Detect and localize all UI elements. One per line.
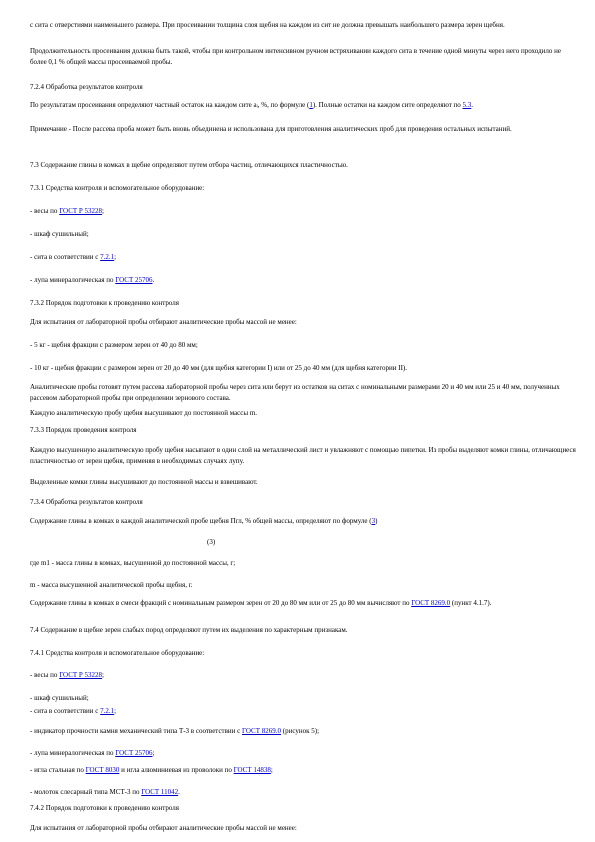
text-run: - индикатор прочности камня механический типа Т-3 в соответствии с	[30, 727, 243, 735]
text-run: - шкаф сушильный;	[30, 694, 89, 702]
reference-link[interactable]: 5.3	[462, 101, 472, 109]
paragraph	[30, 598, 578, 609]
text-run: Продолжительность просеивания должна быть такой, чтобы при контрольном интенсивном ручном встряхивании каждого сита в течение одной минуты через него проходило не более 0,1 % общей массы просеиваемой пробы.	[30, 47, 561, 66]
text-run: - лупа минералогическая по	[30, 749, 116, 757]
reference-link[interactable]: ГОСТ 8269.0	[411, 599, 451, 607]
text-run: - 5 кг - щебня фракции с размером зерен от 40 до 80 мм;	[30, 341, 198, 349]
section-heading	[30, 497, 578, 508]
paragraph	[30, 693, 578, 704]
section-heading	[30, 82, 578, 93]
text-run: 7.2.4 Обработка результатов контроля	[30, 83, 143, 91]
text-run: 7.4 Содержание в щебне зерен слабых пород определяют путем их выделения по характерным признакам.	[30, 626, 348, 634]
paragraph	[30, 382, 578, 403]
paragraph	[30, 124, 578, 135]
text-run: - игла стальная по	[30, 766, 86, 774]
paragraph	[30, 748, 578, 759]
text-run: ;	[270, 766, 273, 774]
text-run: - 10 кг - щебня фракции с размером зерен от 20 до 40 мм (для щебня категории I) или от 25 до 40 мм (для щебня категории II).	[30, 364, 408, 372]
paragraph	[30, 229, 578, 240]
paragraph	[30, 275, 578, 286]
text-run: Аналитические пробы готовят путем рассева лабораторной пробы через сита или берут из остатков на ситах с номинальными размерами 20 и 40 мм или 25 и 40 мм, полученных рассевом лабораторной пробы при определении зернового состава.	[30, 383, 560, 402]
text-run: ). Полные остатки на каждом сите определяют по	[312, 101, 463, 109]
paragraph	[30, 765, 578, 776]
paragraph	[30, 445, 578, 466]
paragraph	[30, 340, 578, 351]
reference-link[interactable]: ГОСТ Р 53228	[59, 671, 103, 679]
reference-link[interactable]: 1	[309, 101, 313, 109]
text-run: 7.4.2 Порядок подготовки к проведению контроля	[30, 804, 179, 812]
paragraph	[30, 206, 578, 217]
text-run: (рисунок 5);	[281, 727, 320, 735]
reference-link[interactable]: ГОСТ 25706	[115, 276, 153, 284]
section-heading	[30, 803, 578, 814]
text-run: (пункт 4.1.7).	[450, 599, 492, 607]
text-run: - весы по	[30, 207, 60, 215]
paragraph	[30, 46, 578, 67]
text-run: 7.3.3 Порядок проведения контроля	[30, 426, 137, 434]
section-heading	[30, 425, 578, 436]
paragraph	[30, 670, 578, 681]
text-run: 7.3 Содержание глины в комках в щебне определяют путем отбора частиц, отличающихся пластичностью.	[30, 161, 348, 169]
text-run: Содержание глины в комках в смеси фракций с номинальным размером зерен от 20 до 80 мм или от 25 до 80 мм вычисляют по	[30, 599, 412, 607]
text-run: и игла алюминиевая из проволоки по	[119, 766, 234, 774]
paragraph	[30, 823, 578, 834]
reference-link[interactable]: ГОСТ 11042	[141, 788, 179, 796]
paragraph	[30, 160, 578, 171]
text-run: ;	[152, 749, 155, 757]
text-run: - шкаф сушильный;	[30, 230, 89, 238]
text-run: Каждую высушенную аналитическую пробу щебня насыпают в один слой на металлический лист и увлажняют с помощью пипетки. Из пробы выделяют комки глины, отличающиеся пластичностью от зерен щебня, применяя в необходимых случаях лупу.	[30, 446, 576, 465]
paragraph	[30, 183, 578, 194]
reference-link[interactable]: ГОСТ Р 53228	[59, 207, 103, 215]
reference-link[interactable]: ГОСТ 8269.0	[242, 727, 281, 735]
text-run: - сита в соответствии с	[30, 707, 101, 715]
formula-number	[30, 537, 595, 548]
text-run: 7.3.4 Обработка результатов контроля	[30, 498, 143, 506]
text-run: Содержание глины в комках в каждой аналитической пробе щебня Пгл, % общей массы, определяют по формуле (	[30, 517, 372, 525]
reference-link[interactable]: 7.2.1	[100, 253, 115, 261]
text-run: - весы по	[30, 671, 60, 679]
paragraph	[30, 787, 578, 798]
paragraph	[30, 625, 578, 636]
text-run: ;	[102, 207, 104, 215]
reference-link[interactable]: 3	[371, 517, 376, 525]
paragraph	[30, 20, 578, 31]
text-run: .	[178, 788, 180, 796]
text-run: Выделенные комки глины высушивают до постоянной массы и взвешивают.	[30, 478, 258, 486]
reference-link[interactable]: ГОСТ 14838	[233, 766, 271, 774]
text-run: ;	[102, 671, 104, 679]
text-run: - лупа минералогическая по	[30, 276, 116, 284]
reference-link[interactable]: 7.2.1	[100, 707, 115, 715]
text-run: .	[152, 276, 155, 284]
text-run: Примечание - После рассева проба может быть вновь объединена и использована для приготовления аналитических проб для проведения остальных испытаний.	[30, 125, 512, 133]
reference-link[interactable]: ГОСТ 8030	[85, 766, 120, 774]
paragraph	[30, 558, 578, 569]
text-run: с сита с отверстиями наименьшего размера. При просеивании толщина слоя щебня на каждом из сит не должна превышать наибольшего размера зерен щебня.	[30, 21, 505, 29]
paragraph	[30, 580, 578, 591]
text-run: ;	[114, 253, 117, 261]
text-run: (3)	[207, 538, 216, 546]
text-run: )	[375, 517, 378, 525]
text-run: По результатам просеивания определяют частный остаток на каждом сите аᵢ, %, по формуле (	[30, 101, 310, 109]
paragraph	[30, 706, 578, 717]
paragraph	[30, 252, 578, 263]
text-run: - молоток слесарный типа МСТ-3 по	[30, 788, 142, 796]
paragraph	[30, 516, 578, 527]
paragraph	[30, 363, 578, 374]
text-run: Для испытания от лабораторной пробы отбирают аналитические пробы массой не менее:	[30, 318, 297, 326]
paragraph	[30, 726, 578, 737]
paragraph	[30, 100, 578, 111]
text-run: m - масса высушенной аналитической пробы щебня, г.	[30, 581, 193, 589]
text-run: 7.4.1 Средства контроля и вспомогательное оборудование:	[30, 649, 205, 657]
text-run: Каждую аналитическую пробу щебня высушивают до постоянной массы m.	[30, 409, 258, 417]
paragraph	[30, 317, 578, 328]
text-run: - сита в соответствии с	[30, 253, 101, 261]
section-heading	[30, 298, 578, 309]
text-run: 7.3.2 Порядок подготовки к проведению контроля	[30, 299, 179, 307]
paragraph	[30, 408, 578, 419]
text-run: где m1 - масса глины в комках, высушенной до постоянной массы, г;	[30, 559, 236, 567]
text-run: 7.3.1 Средства контроля и вспомогательное оборудование:	[30, 184, 205, 192]
reference-link[interactable]: ГОСТ 25706	[115, 749, 153, 757]
paragraph	[30, 477, 578, 488]
paragraph	[30, 648, 578, 659]
text-run: Для испытания от лабораторной пробы отбирают аналитические пробы массой не менее:	[30, 824, 297, 832]
text-run: ;	[114, 707, 117, 715]
text-run: .	[471, 101, 474, 109]
